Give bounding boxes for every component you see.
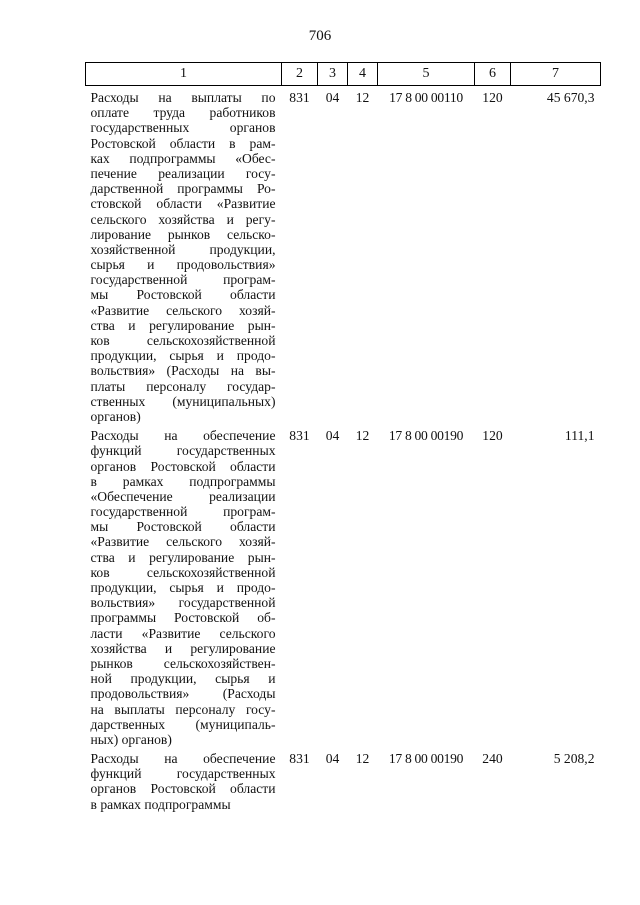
description-line: вольствия» (Расходы на вы- (90, 363, 276, 379)
description-line: стовской области «Развитие (90, 196, 276, 212)
page-number: 706 (308, 28, 332, 44)
description-line: сельского хозяйства и регу- (90, 211, 276, 227)
description-line: «Развитие сельского хозяй- (90, 534, 276, 550)
description-line: ков сельскохозяйственной (90, 564, 276, 580)
table-header-row (86, 63, 601, 86)
amount: 111,1 (564, 428, 595, 444)
column-header-4: 4 (348, 63, 378, 86)
description-line: функций государственных (90, 766, 276, 782)
description-line: на выплаты персоналу госу- (90, 701, 276, 717)
description-line: ства и регулирование рын- (90, 317, 276, 333)
table-row (86, 86, 601, 425)
description-line: продовольствия» (Расходы (90, 686, 276, 702)
amount: 5 208,2 (553, 751, 595, 767)
description-line: рынков сельскохозяйствен- (90, 655, 276, 671)
expense-description (86, 424, 282, 747)
description-line: программы Ростовской об- (90, 610, 276, 626)
subsection-code: 12 (355, 90, 370, 105)
description-line: лирование рынков сельско- (90, 226, 276, 242)
subsection-code: 12 (355, 428, 370, 444)
description-line: продукции, сырья и продо- (90, 580, 276, 595)
description-line: оплате труда работников (90, 105, 276, 121)
budget-table (85, 62, 601, 812)
target-article-code: 17 8 00 00110 (389, 90, 463, 105)
description-line: дарственных (муниципаль- (90, 716, 276, 732)
description-line: мы Ростовской области (90, 519, 276, 535)
amount: 45 670,3 (546, 90, 595, 105)
description-line: органов) (90, 408, 141, 424)
description-line: Расходы на обеспечение (90, 751, 276, 767)
description-line: ных) органов) (90, 731, 172, 747)
ministry-code: 831 (289, 751, 310, 767)
section-code: 04 (325, 751, 340, 767)
column-header-2: 2 (282, 63, 318, 86)
ministry-code: 831 (289, 90, 310, 105)
description-line: Ростовской области в рам- (90, 135, 276, 151)
column-header-6: 6 (475, 63, 511, 86)
table-body (86, 86, 601, 812)
description-line: хозяйственной продукции, (90, 241, 276, 257)
expense-type-code: 120 (482, 90, 503, 105)
description-line: печение реализации госу- (90, 165, 276, 181)
description-line: органов Ростовской области (90, 458, 276, 474)
section-code: 04 (325, 428, 340, 444)
description-line: ственных (муниципальных) (90, 393, 276, 409)
description-line: ной продукции, сырья и (90, 671, 276, 687)
section-code: 04 (325, 90, 340, 105)
column-header-7: 7 (511, 63, 601, 86)
description-line: вольствия» государственной (90, 595, 276, 611)
description-line: ков сельскохозяйственной (90, 333, 276, 348)
column-header-5: 5 (378, 63, 475, 86)
description-line: Расходы на обеспечение (90, 428, 276, 444)
description-line: государственных органов (90, 120, 276, 136)
description-line: «Обеспечение реализации (90, 488, 276, 504)
description-line: в рамках подпрограммы (90, 473, 276, 489)
column-header-1: 1 (86, 63, 282, 86)
expense-type-code: 120 (482, 428, 503, 444)
description-line: сырья и продовольствия» (90, 257, 276, 273)
expense-type-code: 240 (482, 751, 503, 767)
table-row (86, 747, 601, 812)
table-row (86, 424, 601, 747)
column-header-3: 3 (318, 63, 348, 86)
description-line: ства и регулирование рын- (90, 549, 276, 565)
target-article-code: 17 8 00 00190 (388, 751, 464, 767)
description-line: дарственной программы Ро- (90, 181, 276, 197)
description-line: государственной програм- (90, 272, 276, 288)
description-line: мы Ростовской области (90, 287, 276, 303)
description-line: ласти «Развитие сельского (90, 625, 276, 641)
subsection-code: 12 (355, 751, 370, 767)
description-line: государственной програм- (90, 504, 276, 520)
expense-description (86, 86, 282, 425)
description-line: ках подпрограммы «Обес- (90, 150, 276, 166)
description-line: хозяйства и регулирование (90, 640, 276, 656)
expense-description (86, 747, 282, 812)
description-line: Расходы на выплаты по (90, 90, 276, 105)
description-line: платы персоналу государ- (90, 378, 276, 394)
target-article-code: 17 8 00 00190 (388, 428, 464, 444)
description-line: продукции, сырья и продо- (90, 348, 276, 364)
description-line: в рамках подпрограммы (90, 796, 231, 812)
description-line: «Развитие сельского хозяй- (90, 302, 276, 318)
ministry-code: 831 (289, 428, 310, 444)
description-line: функций государственных (90, 443, 276, 459)
description-line: органов Ростовской области (90, 781, 276, 797)
